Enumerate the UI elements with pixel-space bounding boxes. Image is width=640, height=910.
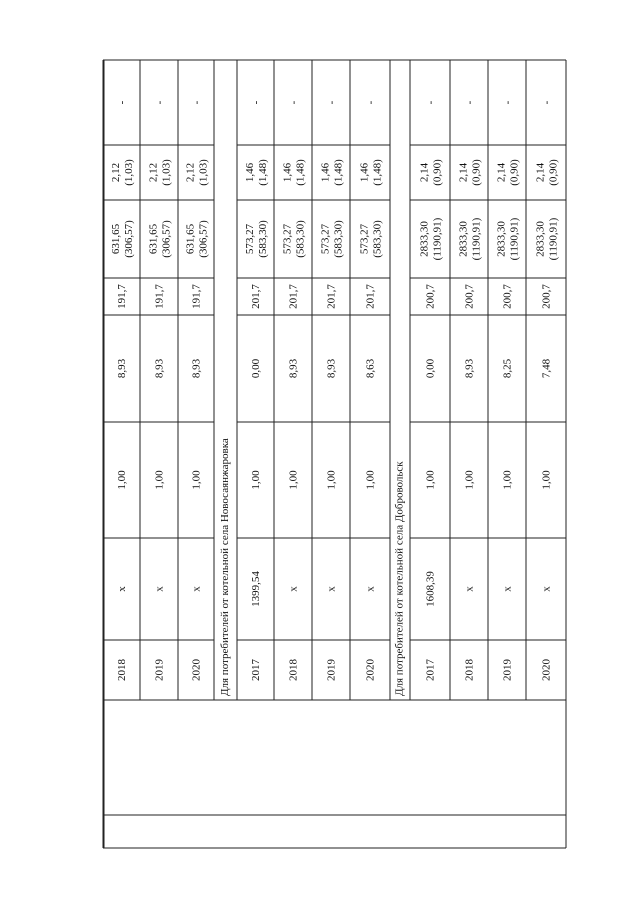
table-cell-value: 200,7 [424,284,437,309]
table-cell-value: 1,46 [244,162,257,183]
table-cell-value: 2,14 [495,162,508,183]
table-cell-value: 2,12 [184,162,197,183]
table-cell-value: (1,48) [294,159,307,186]
table-cell-year: 2020 [540,659,553,681]
table-cell-value: - [325,100,338,105]
table-cell-value: - [501,100,514,105]
table-cell-value: (1,03) [160,159,173,186]
table-cell-year: 2020 [364,659,377,681]
table-cell-value: 573,27 [244,223,257,255]
table-cell-value: (306,57) [160,220,173,258]
table-cell-value: x [325,586,338,592]
table-cell-value: 2833,30 [495,221,508,257]
table-cell-value: 201,7 [250,284,263,309]
table-cell-value: 1,46 [281,162,294,183]
table-cell-value: 8,93 [463,358,476,379]
table-cell-value: 1,46 [358,162,371,183]
table-cell-value: x [463,586,476,592]
table-cell-year: 2017 [250,659,263,681]
table-cell-value: - [287,100,300,105]
table-cell-value: 191,7 [153,284,166,309]
table-cell-value: 200,7 [540,284,553,309]
table-cell-value: 1,00 [540,470,553,490]
table-cell-value: (1190,91) [547,217,560,261]
table-cell-value: 573,27 [281,223,294,255]
table-cell-value: 8,93 [325,358,338,379]
table-cell-value: 1399,54 [250,571,263,607]
table-cell-value: - [250,100,263,105]
table-cell-year: 2018 [116,659,129,681]
table-cell-value: (1190,91) [508,217,521,261]
table-cell-value: 8,93 [153,358,166,379]
table-cell-value: (1190,91) [431,217,444,261]
table-cell-year: 2018 [463,659,476,681]
table-cell-value: (0,90) [470,159,483,186]
table-cell-value: (1190,91) [470,217,483,261]
table-cell-value: 8,93 [116,358,129,379]
table-cell-value: 191,7 [116,284,129,309]
table-cell-value: (306,57) [197,220,210,258]
table-cell-value: (1,48) [371,159,384,186]
table-cell-value: 2,14 [457,162,470,183]
table-cell-value: 1,00 [424,470,437,490]
table-cell-value: x [540,586,553,592]
table-cell-value: 1,00 [325,470,338,490]
section-title: Для потребителей от котельной села Добровольск [393,461,406,696]
table-cell-value: 0,00 [250,358,263,379]
table-cell-value: (583,30) [332,220,345,258]
table-cell-value: 1,00 [250,470,263,490]
table-cell-value: 8,93 [190,358,203,379]
table-cell-value: (583,30) [371,220,384,258]
table-cell-value: 1,00 [463,470,476,490]
table-cell-value: 1,00 [153,470,166,490]
table-cell-value: - [116,100,129,105]
table-cell-value: 8,25 [501,358,514,379]
table-cell-value: (0,90) [508,159,521,186]
table-cell-year: 2018 [287,659,300,681]
table-cell-value: (0,90) [431,159,444,186]
table-cell-value: (306,57) [123,220,136,258]
table-cell-value: 631,65 [184,223,197,255]
table-cell-value: 573,27 [319,223,332,255]
table-cell-value: - [190,100,203,105]
table-cell-value: 200,7 [463,284,476,309]
table-cell-value: 2833,30 [418,221,431,257]
table-cell-value: 1,00 [116,470,129,490]
table-cell-value: (1,03) [197,159,210,186]
table-cell-value: 2,14 [418,162,431,183]
table-cell-value: 2,12 [110,162,123,183]
table-cell-value: x [501,586,514,592]
table-cell-value: 200,7 [501,284,514,309]
table-cell-value: 573,27 [358,223,371,255]
table-cell-value: - [153,100,166,105]
table-cell-value: 631,65 [147,223,160,255]
table-cell-value: x [190,586,203,592]
table-cell-value: 8,93 [287,358,300,379]
table-cell-value: 1608,39 [424,571,437,607]
table-cell-value: - [463,100,476,105]
table-cell-value: (0,90) [547,159,560,186]
table-cell-value: 191,7 [190,284,203,309]
table-cell-value: (583,30) [294,220,307,258]
table-cell-value: (1,03) [123,159,136,186]
table-cell-value: (1,48) [257,159,270,186]
table-cell-value: 201,7 [287,284,300,309]
table-cell-value: 1,46 [319,162,332,183]
table-cell-value: 1,00 [501,470,514,490]
table-cell-value: - [424,100,437,105]
table-cell-value: 1,00 [364,470,377,490]
table-cell-year: 2020 [190,659,203,681]
table-cell-value: x [116,586,129,592]
section-title: Для потребителей от котельной села Новосаянжаровка [219,438,232,696]
table-cell-value: 8,63 [364,358,377,379]
table-cell-year: 2017 [424,659,437,681]
table-cell-value: 201,7 [364,284,377,309]
table-cell-value: 2833,30 [534,221,547,257]
table-cell-value: - [364,100,377,105]
table-cell-year: 2019 [153,659,166,681]
table-cell-year: 2019 [501,659,514,681]
table-cell-value: (1,48) [332,159,345,186]
table-cell-value: x [287,586,300,592]
table-cell-value: x [364,586,377,592]
table-cell-value: - [540,100,553,105]
table-cell-year: 2019 [325,659,338,681]
table-cell-value: 2,14 [534,162,547,183]
table-cell-value: x [153,586,166,592]
table-cell-value: 0,00 [424,358,437,379]
table-cell-value: 2833,30 [457,221,470,257]
table-cell-value: 1,00 [287,470,300,490]
table-cell-value: 201,7 [325,284,338,309]
table-cell-value: 2,12 [147,162,160,183]
table-cell-value: 7,48 [540,358,553,379]
table-cell-value: 631,65 [110,223,123,255]
table-cell-value: 1,00 [190,470,203,490]
table-cell-value: (583,30) [257,220,270,258]
